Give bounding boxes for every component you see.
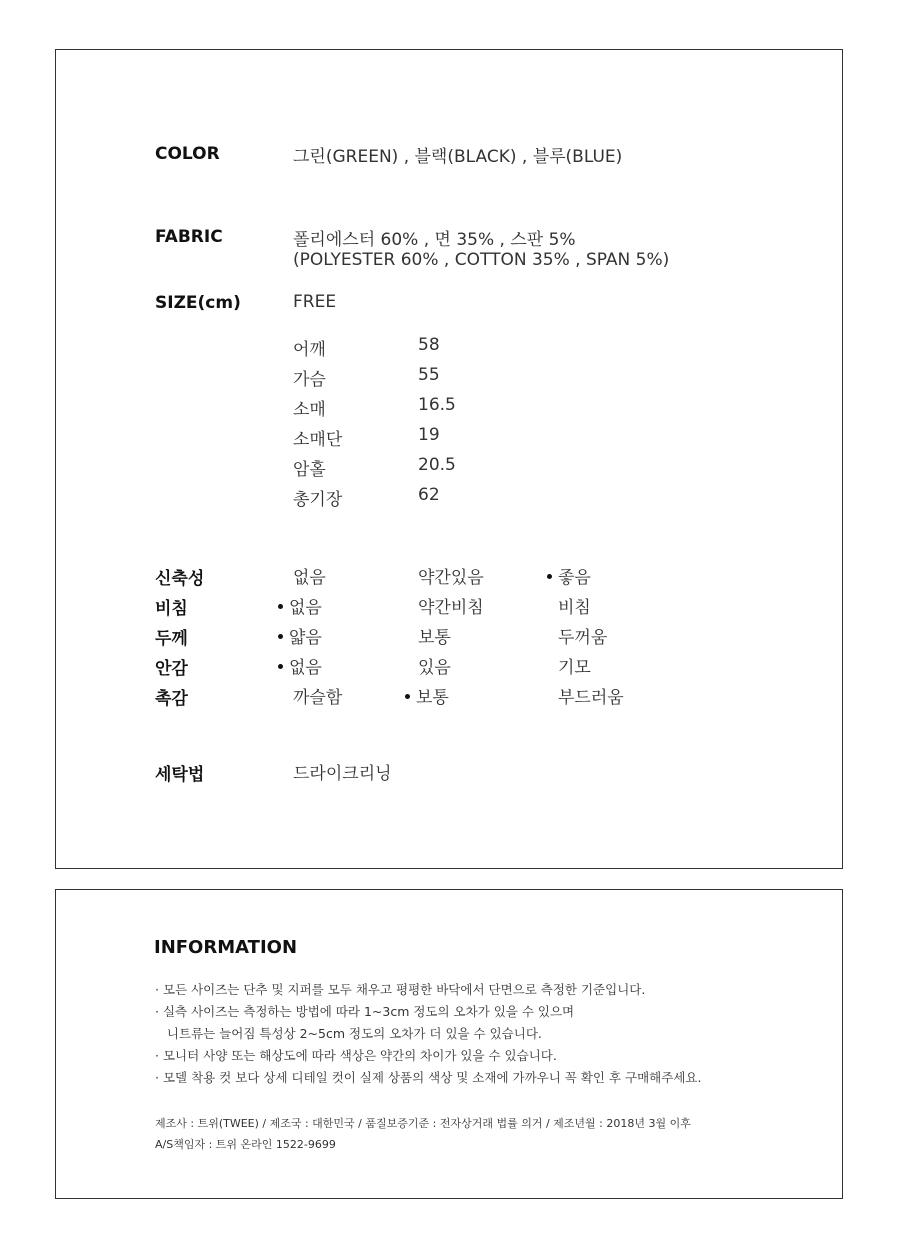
attribute-label: 촉감 bbox=[155, 689, 188, 709]
attribute-label: 신축성 bbox=[155, 569, 205, 589]
size-row-value: 16.5 bbox=[418, 395, 456, 415]
attribute-option-selected: 얇음 bbox=[278, 623, 322, 648]
maker-info: 제조사 : 트위(TWEE) / 제조국 : 대한민국 / 품질보증기준 : 전자상거래 법률 의거 / 제조년월 : 2018년 3월 이후 bbox=[155, 1117, 691, 1130]
information-line: · 모니터 사양 또는 해상도에 따라 색상은 약간의 차이가 있을 수 있습니다. bbox=[155, 1048, 557, 1063]
information-line: · 모든 사이즈는 단추 및 지퍼를 모두 채우고 평평한 바닥에서 단면으로 측정한 기준입니다. bbox=[155, 982, 646, 997]
size-label: SIZE(cm) bbox=[155, 293, 241, 313]
size-value: FREE bbox=[293, 292, 337, 312]
selected-bullet-icon bbox=[278, 604, 283, 609]
size-row-value: 58 bbox=[418, 335, 440, 355]
washing-value: 드라이크리닝 bbox=[293, 764, 392, 784]
selected-bullet-icon bbox=[405, 694, 410, 699]
attribute-option: 보통 bbox=[418, 628, 451, 648]
attribute-option-selected: 보통 bbox=[405, 683, 449, 708]
attribute-label: 비침 bbox=[155, 599, 188, 619]
size-row-name: 소매단 bbox=[293, 430, 343, 450]
information-title: INFORMATION bbox=[154, 937, 298, 958]
information-line: · 실측 사이즈는 측정하는 방법에 따라 1~3cm 정도의 오차가 있을 수 있으며 bbox=[155, 1004, 575, 1019]
size-row-name: 어깨 bbox=[293, 340, 326, 360]
size-row-value: 62 bbox=[418, 485, 440, 505]
size-row-name: 암홀 bbox=[293, 460, 326, 480]
attribute-option-selected: 좋음 bbox=[547, 563, 591, 588]
attribute-option: 까슬함 bbox=[293, 688, 343, 708]
information-line: 니트류는 늘어짐 특성상 2~5cm 정도의 오차가 더 있을 수 있습니다. bbox=[155, 1026, 542, 1041]
washing-label: 세탁법 bbox=[155, 765, 205, 785]
information-line: · 모델 착용 컷 보다 상세 디테일 컷이 실제 상품의 색상 및 소재에 가까우니 꼭 확인 후 구매해주세요. bbox=[155, 1070, 702, 1085]
attribute-option: 기모 bbox=[558, 658, 591, 678]
attribute-option: 약간비침 bbox=[418, 598, 484, 618]
size-row-name: 가슴 bbox=[293, 370, 326, 390]
size-row-name: 총기장 bbox=[293, 490, 343, 510]
attribute-option: 없음 bbox=[293, 568, 326, 588]
attribute-option-selected: 없음 bbox=[278, 653, 322, 678]
selected-bullet-icon bbox=[278, 664, 283, 669]
attribute-option: 약간있음 bbox=[418, 568, 484, 588]
size-row-value: 55 bbox=[418, 365, 440, 385]
attribute-option-selected: 없음 bbox=[278, 593, 322, 618]
fabric-value-english: (POLYESTER 60% , COTTON 35% , SPAN 5%) bbox=[293, 250, 670, 270]
attribute-option: 비침 bbox=[558, 598, 591, 618]
size-row-value: 20.5 bbox=[418, 455, 456, 475]
information-panel bbox=[55, 889, 843, 1199]
size-row-value: 19 bbox=[418, 425, 440, 445]
color-value: 그린(GREEN) , 블랙(BLACK) , 블루(BLUE) bbox=[293, 147, 623, 167]
attribute-option: 부드러움 bbox=[558, 688, 624, 708]
size-row-name: 소매 bbox=[293, 400, 326, 420]
attribute-option: 두꺼움 bbox=[558, 628, 608, 648]
selected-bullet-icon bbox=[547, 574, 552, 579]
color-label: COLOR bbox=[155, 144, 220, 164]
attribute-label: 안감 bbox=[155, 659, 188, 679]
fabric-label: FABRIC bbox=[155, 227, 223, 247]
attribute-option: 있음 bbox=[418, 658, 451, 678]
attribute-label: 두께 bbox=[155, 629, 188, 649]
selected-bullet-icon bbox=[278, 634, 283, 639]
as-info: A/S책임자 : 트위 온라인 1522-9699 bbox=[155, 1138, 336, 1151]
fabric-value-korean: 폴리에스터 60% , 면 35% , 스판 5% bbox=[293, 230, 576, 250]
